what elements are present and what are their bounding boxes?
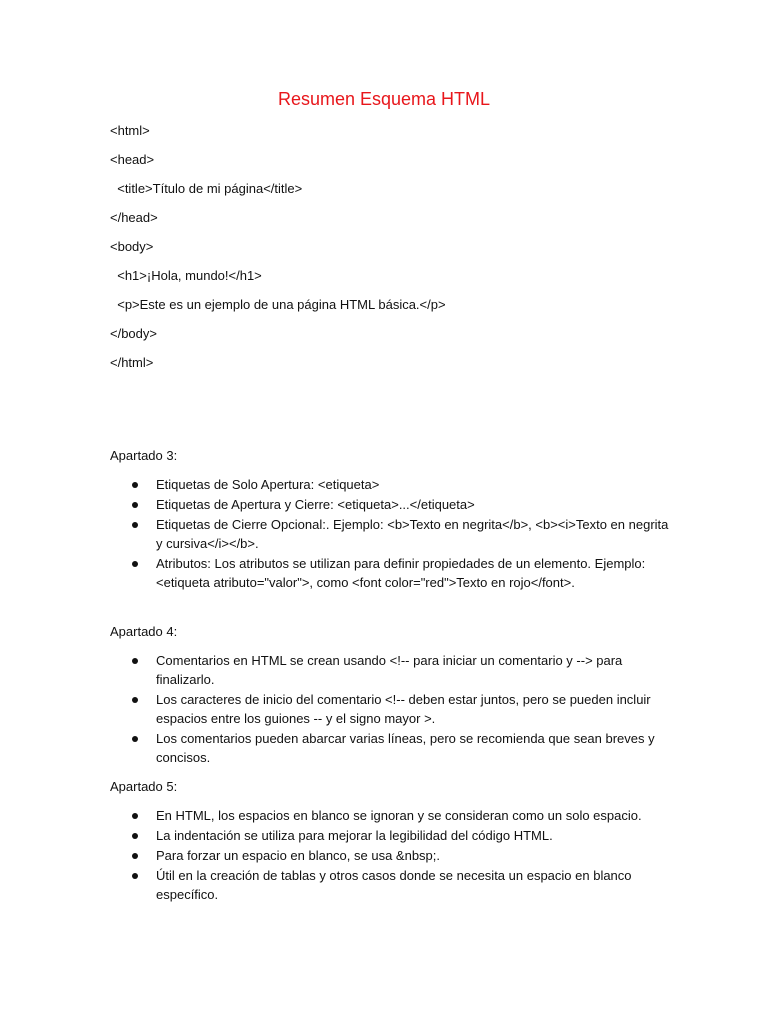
list-item-text: Atributos: Los atributos se utilizan para definir propiedades de un elemento. Ejemplo: <etiqueta atributo="valor">, como <font color="red">Texto en rojo</font>. bbox=[156, 556, 646, 590]
code-line: </head> bbox=[110, 210, 158, 225]
list-item bbox=[110, 554, 670, 592]
list-item bbox=[110, 806, 670, 825]
code-line: <h1>¡Hola, mundo!</h1> bbox=[110, 268, 262, 283]
code-line: </body> bbox=[110, 326, 157, 341]
list-item bbox=[110, 475, 670, 494]
list-item-text: Útil en la creación de tablas y otros casos donde se necesita un espacio en blanco específico. bbox=[156, 868, 632, 902]
code-line: <body> bbox=[110, 239, 154, 254]
list-item-text: Etiquetas de Apertura y Cierre: <etiqueta>...</etiqueta> bbox=[156, 497, 475, 512]
list-item-text: Los caracteres de inicio del comentario <!-- deben estar juntos, pero se pueden incluir espacios entre los guiones -- y el signo mayor >. bbox=[156, 692, 651, 726]
page-title: Resumen Esquema HTML bbox=[277, 89, 491, 109]
code-line: </html> bbox=[110, 355, 154, 370]
bullet-list bbox=[110, 806, 670, 905]
list-item-text: La indentación se utiliza para mejorar la legibilidad del código HTML. bbox=[156, 828, 553, 843]
list-item bbox=[110, 495, 670, 514]
list-item-text: Comentarios en HTML se crean usando <!-- para iniciar un comentario y --> para finalizarlo. bbox=[156, 653, 623, 687]
bullet-icon bbox=[132, 502, 138, 508]
list-item-text: Para forzar un espacio en blanco, se usa &nbsp;. bbox=[156, 848, 441, 863]
bullet-icon bbox=[132, 561, 138, 567]
code-line: <head> bbox=[110, 152, 155, 167]
bullet-icon bbox=[132, 697, 138, 703]
list-item-text: Etiquetas de Cierre Opcional:. Ejemplo: <b>Texto en negrita</b>, <b><i>Texto en negrita y cursiva</i></b>. bbox=[156, 517, 669, 551]
bullet-icon bbox=[132, 522, 138, 528]
bullet-list bbox=[110, 475, 670, 593]
list-item bbox=[110, 826, 670, 845]
bullet-icon bbox=[132, 833, 138, 839]
section-heading: Apartado 5: bbox=[110, 779, 178, 794]
section-heading: Apartado 3: bbox=[110, 448, 178, 463]
list-item-text: En HTML, los espacios en blanco se ignoran y se consideran como un solo espacio. bbox=[156, 808, 642, 823]
list-item bbox=[110, 729, 670, 767]
list-item-text: Etiquetas de Solo Apertura: <etiqueta> bbox=[156, 477, 380, 492]
code-line: <p>Este es un ejemplo de una página HTML básica.</p> bbox=[110, 297, 446, 312]
list-item bbox=[110, 515, 670, 553]
bullet-icon bbox=[132, 658, 138, 664]
code-line: <html> bbox=[110, 123, 150, 138]
list-item bbox=[110, 846, 670, 865]
section-heading: Apartado 4: bbox=[110, 624, 178, 639]
bullet-icon bbox=[132, 813, 138, 819]
list-item bbox=[110, 690, 670, 728]
bullet-icon bbox=[132, 853, 138, 859]
list-item-text: Los comentarios pueden abarcar varias líneas, pero se recomienda que sean breves y concisos. bbox=[156, 731, 655, 765]
bullet-icon bbox=[132, 736, 138, 742]
list-item bbox=[110, 651, 670, 689]
bullet-list bbox=[110, 651, 670, 768]
list-item bbox=[110, 866, 670, 904]
bullet-icon bbox=[132, 482, 138, 488]
bullet-icon bbox=[132, 873, 138, 879]
code-line: <title>Título de mi página</title> bbox=[110, 181, 303, 196]
